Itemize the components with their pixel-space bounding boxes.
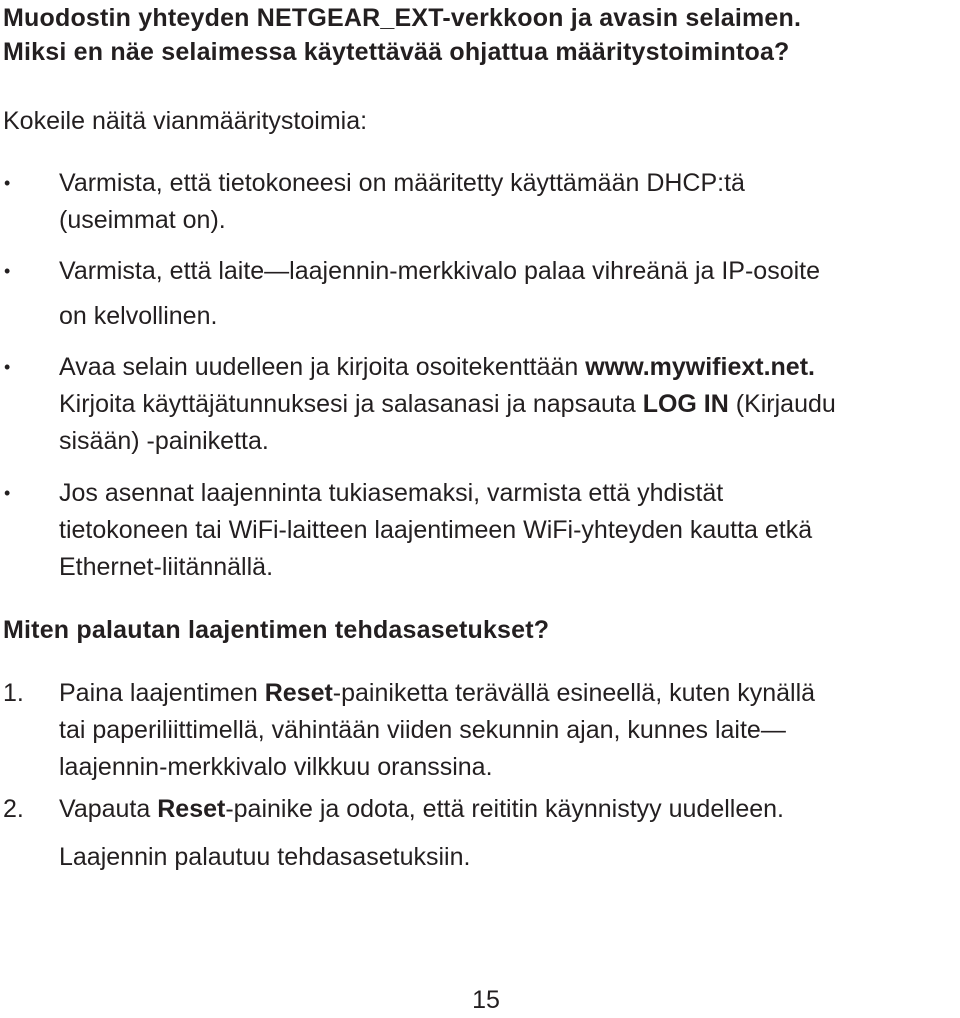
step-text: Paina laajentimen Reset-painiketta terävällä esineellä, kuten kynällä tai paperiliittimellä, vähintään viiden sekunnin ajan, kunnes laite— laajennin-merkkivalo vilkkuu oranssina.: [59, 679, 816, 781]
reset-label: Reset: [157, 795, 226, 823]
step-number: 2.: [3, 795, 24, 823]
reset-label: Reset: [264, 679, 333, 707]
bullet-icon: •: [4, 261, 11, 281]
step-number: 1.: [3, 679, 24, 707]
bullet-icon: •: [4, 357, 11, 377]
bullet-icon: •: [4, 483, 11, 503]
step-text: Vapauta Reset-painike ja odota, että reititin käynnistyy uudelleen. Laajennin palautuu tehdasasetuksiin.: [59, 795, 784, 871]
list-item-text: Varmista, että laite—laajennin-merkkivalo palaa vihreänä ja IP-osoite on kelvollinen.: [59, 257, 821, 330]
login-label: LOG IN: [642, 390, 729, 418]
question-line-1: Muodostin yhteyden NETGEAR_EXT-verkkoon ja avasin selaimen.: [3, 4, 802, 32]
url-text: www.mywifiext.net: [585, 353, 809, 381]
question-line-2: Miksi en näe selaimessa käytettävää ohjattua määritystoimintoa?: [3, 38, 790, 66]
list-item-text: Avaa selain uudelleen ja kirjoita osoitekenttään www.mywifiext.net. Kirjoita käyttäjätunnuksesi ja salasanasi ja napsauta LOG IN (Kirjaudu sisään) -painiketta.: [59, 353, 836, 455]
troubleshooting-intro: Kokeile näitä vianmääritystoimia:: [3, 107, 368, 135]
list-item-text: Jos asennat laajenninta tukiasemaksi, varmista että yhdistät tietokoneen tai WiFi-laitteen laajentimeen WiFi-yhteyden kautta etkä Ethernet-liitännällä.: [59, 479, 813, 581]
faq-question-wizard: [3, 1, 801, 69]
page-number: 15: [472, 986, 500, 1014]
bullet-icon: •: [4, 173, 11, 193]
faq-question-reset: Miten palautan laajentimen tehdasasetukset?: [3, 616, 550, 644]
list-item-text: Varmista, että tietokoneesi on määritetty käyttämään DHCP:tä (useimmat on).: [59, 169, 745, 234]
